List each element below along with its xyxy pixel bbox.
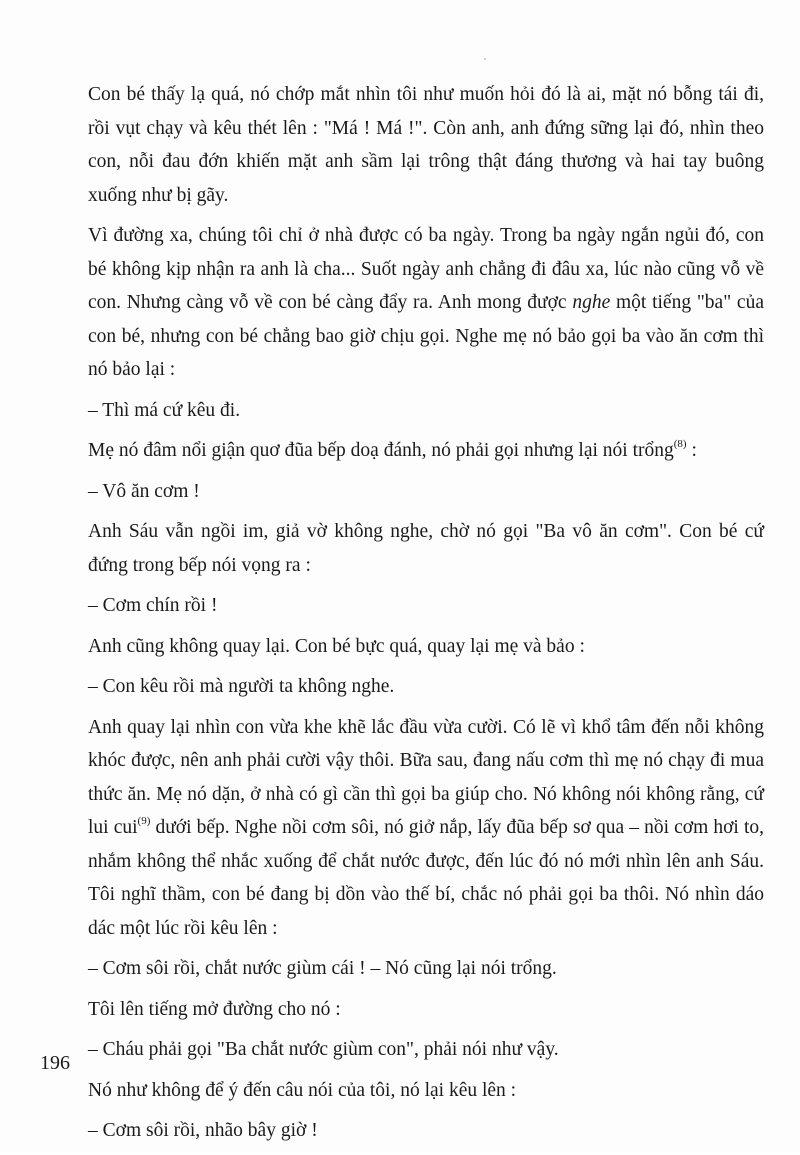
text-run: : — [686, 440, 697, 461]
text-run: – Vô ăn cơm ! — [88, 480, 200, 502]
text-run: – Thì má cứ kêu đi. — [88, 399, 241, 421]
text-run: Con bé thấy lạ quá, nó chớp mắt nhìn tôi như muốn hỏi đó là ai, mặt nó bỗng tái đi, rồi vụt chạy và kêu thét lên : "Má ! Má !". Còn anh, anh đứng sững lại đó, nhìn theo con, nỗi đau đớn khiến mặt anh sầm lại trông thật đáng thương và hai tay buông xuống như bị gãy. — [88, 84, 764, 206]
dialogue-line — [88, 952, 764, 986]
dialogue-line — [88, 475, 764, 509]
text-run: Anh quay lại nhìn con vừa khe khẽ lắc đầu vừa cười. Có lẽ vì khổ tâm đến nỗi không khóc được, nên anh phải cười vậy thôi. Bữa sau, đang nấu cơm thì mẹ nó chạy đi mua thức ăn. Mẹ nó dặn, ở nhà có gì cần thì gọi ba giúp cho. Nó không nói không rằng, cứ lui cui — [88, 716, 764, 838]
text-run: – Cơm sôi rồi, chắt nước giùm cái ! – Nó cũng lại nói trổng. — [88, 958, 557, 979]
paragraph — [88, 630, 764, 664]
text-run: Anh Sáu vẫn ngồi im, giả vờ không nghe, chờ nó gọi "Ba vô ăn cơm". Con bé cứ đứng trong bếp nói vọng ra : — [88, 521, 764, 576]
page-number: 196 — [40, 1052, 70, 1074]
dialogue-line — [88, 394, 764, 428]
text-run: – Cháu phải gọi "Ba chắt nước giùm con", phải nói như vậy. — [88, 1039, 559, 1060]
paragraph — [88, 78, 764, 212]
dialogue-line — [88, 670, 764, 704]
dialogue-line — [88, 1033, 764, 1067]
text-run: – Cơm chín rồi ! — [88, 595, 218, 616]
paragraph — [88, 711, 764, 946]
text-run: – Con kêu rồi mà người ta không nghe. — [88, 676, 395, 697]
paragraph — [88, 515, 764, 582]
paper-speck — [484, 58, 486, 60]
dialogue-line — [88, 1114, 764, 1148]
emphasized-text: nghe — [572, 292, 611, 313]
paragraph — [88, 434, 764, 468]
paragraph — [88, 1074, 764, 1108]
text-run: một tiếng "ba" của con bé, nhưng con bé chẳng bao giờ chịu gọi. Nghe mẹ nó bảo gọi ba vào ăn cơm thì nó bảo lại : — [88, 292, 764, 380]
text-run: Tôi lên tiếng mở đường cho nó : — [88, 998, 341, 1020]
text-run: Mẹ nó đâm nổi giận quơ đũa bếp doạ đánh, nó phải gọi nhưng lại nói trổng — [88, 440, 674, 461]
dialogue-line — [88, 589, 764, 623]
paragraph — [88, 993, 764, 1027]
paragraph — [88, 219, 764, 387]
body-text — [88, 78, 764, 1155]
text-run: Nó như không để ý đến câu nói của tôi, nó lại kêu lên : — [88, 1079, 517, 1101]
footnote-marker: (9) — [137, 814, 151, 827]
text-run: Vì đường xa, chúng tôi chỉ ở nhà được có ba ngày. Trong ba ngày ngắn ngủi đó, con bé không kịp nhận ra anh là cha... Suốt ngày anh chẳng đi đâu xa, lúc nào cũng vỗ về con. Nhưng càng vỗ về con bé càng đẩy ra. Anh mong được — [88, 225, 764, 313]
text-run: dưới bếp. Nghe nồi cơm sôi, nó giở nắp, lấy đũa bếp sơ qua – nồi cơm hơi to, nhắm không thể nhắc xuống để chắt nước được, đến lúc đó nó mới nhìn lên anh Sáu. Tôi nghĩ thầm, con bé đang bị dồn vào thế bí, chắc nó phải gọi ba thôi. Nó nhìn dáo dác một lúc rồi kêu lên : — [88, 817, 764, 939]
footnote-marker: (8) — [673, 437, 687, 450]
text-run: Anh cũng không quay lại. Con bé bực quá, quay lại mẹ và bảo : — [88, 635, 585, 657]
text-run: – Cơm sôi rồi, nhão bây giờ ! — [88, 1120, 318, 1141]
